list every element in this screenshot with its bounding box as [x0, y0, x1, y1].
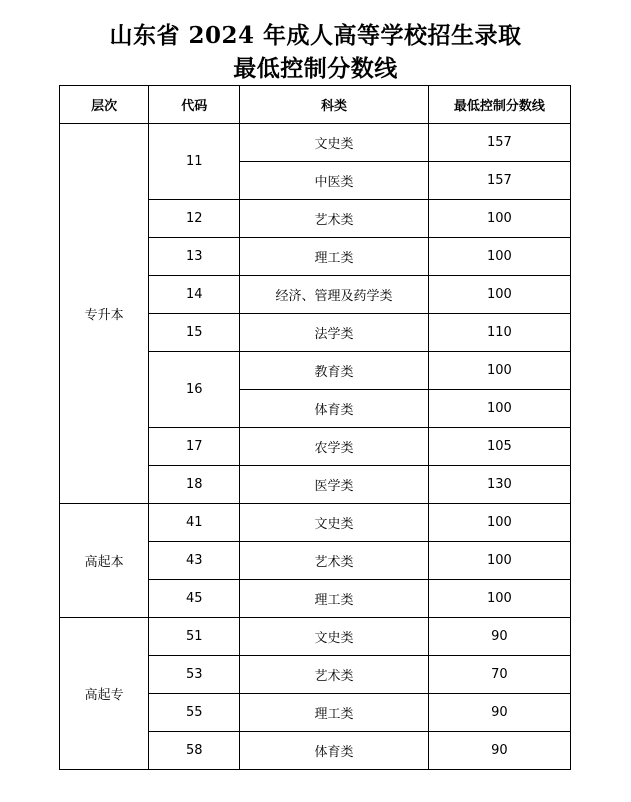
subject-cell: 理工类: [240, 238, 428, 276]
document-title-line1: 山东省 2024 年成人高等学校招生录取: [109, 22, 522, 49]
header-code: 代码: [149, 86, 240, 124]
score-cell: 90: [428, 732, 570, 770]
subject-cell: 艺术类: [240, 542, 428, 580]
code-cell: 58: [149, 732, 240, 770]
code-cell: 45: [149, 580, 240, 618]
score-cell: 100: [428, 200, 570, 238]
subject-cell: 文史类: [240, 124, 428, 162]
code-cell: 11: [149, 124, 240, 200]
code-cell: 16: [149, 352, 240, 428]
table-row: [60, 618, 571, 656]
header-level: 层次: [60, 86, 149, 124]
code-cell: 13: [149, 238, 240, 276]
score-cell: 100: [428, 276, 570, 314]
code-cell: 15: [149, 314, 240, 352]
code-cell: 17: [149, 428, 240, 466]
subject-cell: 理工类: [240, 580, 428, 618]
code-cell: 55: [149, 694, 240, 732]
score-cell: 90: [428, 694, 570, 732]
subject-cell: 教育类: [240, 352, 428, 390]
table-body: [60, 124, 571, 770]
score-cell: 105: [428, 428, 570, 466]
score-cell: 90: [428, 618, 570, 656]
table-header-row: [60, 86, 571, 124]
subject-cell: 文史类: [240, 618, 428, 656]
score-cell: 100: [428, 542, 570, 580]
code-cell: 43: [149, 542, 240, 580]
score-cell: 130: [428, 466, 570, 504]
subject-cell: 医学类: [240, 466, 428, 504]
subject-cell: 经济、管理及药学类: [240, 276, 428, 314]
subject-cell: 体育类: [240, 390, 428, 428]
score-cell: 110: [428, 314, 570, 352]
subject-cell: 理工类: [240, 694, 428, 732]
code-cell: 41: [149, 504, 240, 542]
subject-cell: 艺术类: [240, 200, 428, 238]
header-score: 最低控制分数线: [428, 86, 570, 124]
code-cell: 18: [149, 466, 240, 504]
level-cell: 高起本: [60, 504, 149, 618]
subject-cell: 农学类: [240, 428, 428, 466]
subject-cell: 法学类: [240, 314, 428, 352]
table-row: [60, 504, 571, 542]
table-row: [60, 124, 571, 162]
document-title-line2: 最低控制分数线: [233, 55, 398, 82]
code-cell: 12: [149, 200, 240, 238]
score-cell: 157: [428, 162, 570, 200]
code-cell: 14: [149, 276, 240, 314]
subject-cell: 艺术类: [240, 656, 428, 694]
score-cell: 70: [428, 656, 570, 694]
score-cell: 100: [428, 390, 570, 428]
code-cell: 53: [149, 656, 240, 694]
header-subject: 科类: [240, 86, 428, 124]
level-cell: 高起专: [60, 618, 149, 770]
subject-cell: 体育类: [240, 732, 428, 770]
subject-cell: 文史类: [240, 504, 428, 542]
score-table: [59, 85, 571, 770]
score-cell: 100: [428, 504, 570, 542]
subject-cell: 中医类: [240, 162, 428, 200]
level-cell: 专升本: [60, 124, 149, 504]
score-cell: 100: [428, 238, 570, 276]
code-cell: 51: [149, 618, 240, 656]
score-cell: 100: [428, 352, 570, 390]
score-cell: 100: [428, 580, 570, 618]
score-cell: 157: [428, 124, 570, 162]
